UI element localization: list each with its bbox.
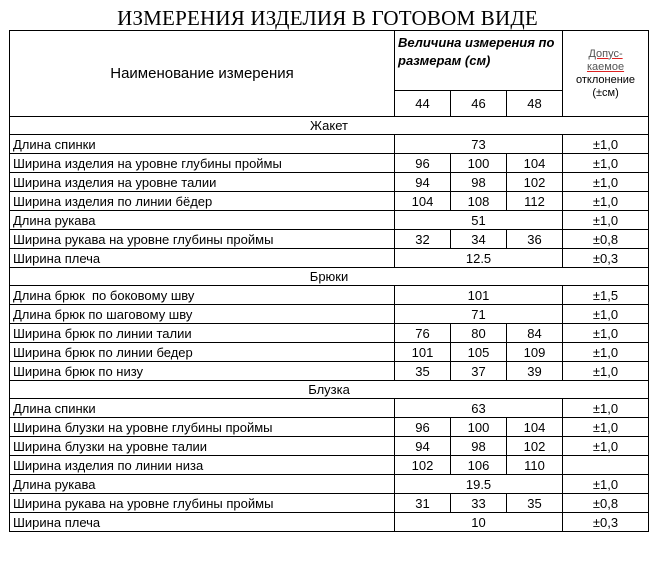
measure-value: 101 — [395, 286, 563, 305]
table-row — [10, 173, 649, 192]
measurements-table — [9, 30, 649, 532]
measure-name: Длина брюк по шаговому шву — [10, 305, 395, 324]
measure-name: Ширина изделия на уровне талии — [10, 173, 395, 192]
measure-name: Ширина брюк по низу — [10, 362, 395, 381]
measure-name: Длина брюк по боковому шву — [10, 286, 395, 305]
measure-name: Длина рукава — [10, 211, 395, 230]
measure-tolerance: ±0,3 — [563, 249, 649, 268]
measure-value: 73 — [395, 135, 563, 154]
measure-name: Ширина блузки на уровне талии — [10, 437, 395, 456]
measure-value-46: 80 — [451, 324, 507, 343]
section-title: Брюки — [10, 268, 649, 286]
measure-tolerance: ±1,0 — [563, 173, 649, 192]
measure-value-48: 102 — [507, 173, 563, 192]
measure-name: Ширина брюк по линии талии — [10, 324, 395, 343]
measure-value-44: 96 — [395, 418, 451, 437]
measure-tolerance: ±1,0 — [563, 324, 649, 343]
measure-value: 10 — [395, 513, 563, 532]
table-row — [10, 513, 649, 532]
measure-name: Ширина брюк по линии бедер — [10, 343, 395, 362]
measure-tolerance: ±1,0 — [563, 135, 649, 154]
tolerance-line-2: каемое — [586, 60, 625, 73]
section-title: Жакет — [10, 117, 649, 135]
measure-value-48: 104 — [507, 418, 563, 437]
header-row — [10, 31, 649, 91]
measure-value-48: 84 — [507, 324, 563, 343]
table-row — [10, 399, 649, 418]
section-row-trousers — [10, 268, 649, 286]
table-row — [10, 343, 649, 362]
measure-name: Ширина изделия по линии бёдер — [10, 192, 395, 211]
measure-tolerance: ±1,0 — [563, 192, 649, 211]
measure-tolerance: ±1,0 — [563, 437, 649, 456]
measure-tolerance: ±0,8 — [563, 494, 649, 513]
table-row — [10, 249, 649, 268]
measure-tolerance: ±1,0 — [563, 418, 649, 437]
measure-value-46: 100 — [451, 154, 507, 173]
measure-value-44: 94 — [395, 173, 451, 192]
measure-value-48: 36 — [507, 230, 563, 249]
measure-name: Длина рукава — [10, 475, 395, 494]
section-title: Блузка — [10, 381, 649, 399]
table-row — [10, 305, 649, 324]
measure-value-44: 94 — [395, 437, 451, 456]
measure-value: 12.5 — [395, 249, 563, 268]
measure-value-46: 98 — [451, 437, 507, 456]
measure-name: Ширина блузки на уровне глубины проймы — [10, 418, 395, 437]
measure-tolerance: ±1,0 — [563, 154, 649, 173]
section-row-jacket — [10, 117, 649, 135]
table-row — [10, 192, 649, 211]
measure-value-46: 33 — [451, 494, 507, 513]
table-row — [10, 211, 649, 230]
table-row — [10, 154, 649, 173]
measure-name: Длина спинки — [10, 399, 395, 418]
measure-value-44: 76 — [395, 324, 451, 343]
table-row — [10, 230, 649, 249]
tolerance-line-1: Допус- — [588, 47, 623, 60]
header-tolerance-col — [563, 31, 649, 117]
measure-value-46: 105 — [451, 343, 507, 362]
measure-tolerance: ±1,0 — [563, 305, 649, 324]
measure-value-44: 35 — [395, 362, 451, 381]
table-row — [10, 437, 649, 456]
measure-value-48: 104 — [507, 154, 563, 173]
measure-value-48: 39 — [507, 362, 563, 381]
measure-name: Ширина рукава на уровне глубины проймы — [10, 494, 395, 513]
measure-name: Ширина рукава на уровне глубины проймы — [10, 230, 395, 249]
document-title: ИЗМЕРЕНИЯ ИЗДЕЛИЯ В ГОТОВОМ ВИДЕ — [117, 6, 538, 30]
measure-tolerance: ±1,5 — [563, 286, 649, 305]
measure-value: 63 — [395, 399, 563, 418]
measure-value-44: 32 — [395, 230, 451, 249]
measure-value-44: 101 — [395, 343, 451, 362]
measure-value-44: 96 — [395, 154, 451, 173]
measure-value: 51 — [395, 211, 563, 230]
table-row — [10, 475, 649, 494]
measure-value-46: 108 — [451, 192, 507, 211]
measure-name: Ширина изделия по линии низа — [10, 456, 395, 475]
measure-value-44: 104 — [395, 192, 451, 211]
measure-tolerance: ±1,0 — [563, 399, 649, 418]
table-row — [10, 286, 649, 305]
measure-value-44: 31 — [395, 494, 451, 513]
measure-value-48: 109 — [507, 343, 563, 362]
tolerance-line-4: (±см) — [592, 86, 619, 99]
measure-value-44: 102 — [395, 456, 451, 475]
table-row — [10, 456, 649, 475]
table-row — [10, 135, 649, 154]
measure-name: Ширина изделия на уровне глубины проймы — [10, 154, 395, 173]
size-46: 46 — [451, 91, 507, 117]
measure-value-48: 35 — [507, 494, 563, 513]
header-name-col: Наименование измерения — [10, 31, 395, 117]
measure-tolerance — [563, 456, 649, 475]
measure-tolerance: ±1,0 — [563, 362, 649, 381]
measure-value-48: 110 — [507, 456, 563, 475]
table-row — [10, 494, 649, 513]
measure-value-46: 106 — [451, 456, 507, 475]
measure-value-46: 100 — [451, 418, 507, 437]
measure-tolerance: ±1,0 — [563, 211, 649, 230]
measure-tolerance: ±1,0 — [563, 343, 649, 362]
measure-value: 71 — [395, 305, 563, 324]
measure-tolerance: ±1,0 — [563, 475, 649, 494]
table-row — [10, 362, 649, 381]
measure-name: Ширина плеча — [10, 513, 395, 532]
header-size-col: Величина измерения по размерам (см) — [395, 31, 563, 91]
measure-value-48: 112 — [507, 192, 563, 211]
table-row — [10, 418, 649, 437]
tolerance-line-3: отклонение — [576, 73, 636, 86]
measure-value-46: 98 — [451, 173, 507, 192]
measure-name: Длина спинки — [10, 135, 395, 154]
size-44: 44 — [395, 91, 451, 117]
measure-name: Ширина плеча — [10, 249, 395, 268]
size-48: 48 — [507, 91, 563, 117]
measure-tolerance: ±0,8 — [563, 230, 649, 249]
measure-tolerance: ±0,3 — [563, 513, 649, 532]
table-row — [10, 324, 649, 343]
measure-value-48: 102 — [507, 437, 563, 456]
section-row-blouse — [10, 381, 649, 399]
measure-value: 19.5 — [395, 475, 563, 494]
measure-value-46: 34 — [451, 230, 507, 249]
measure-value-46: 37 — [451, 362, 507, 381]
